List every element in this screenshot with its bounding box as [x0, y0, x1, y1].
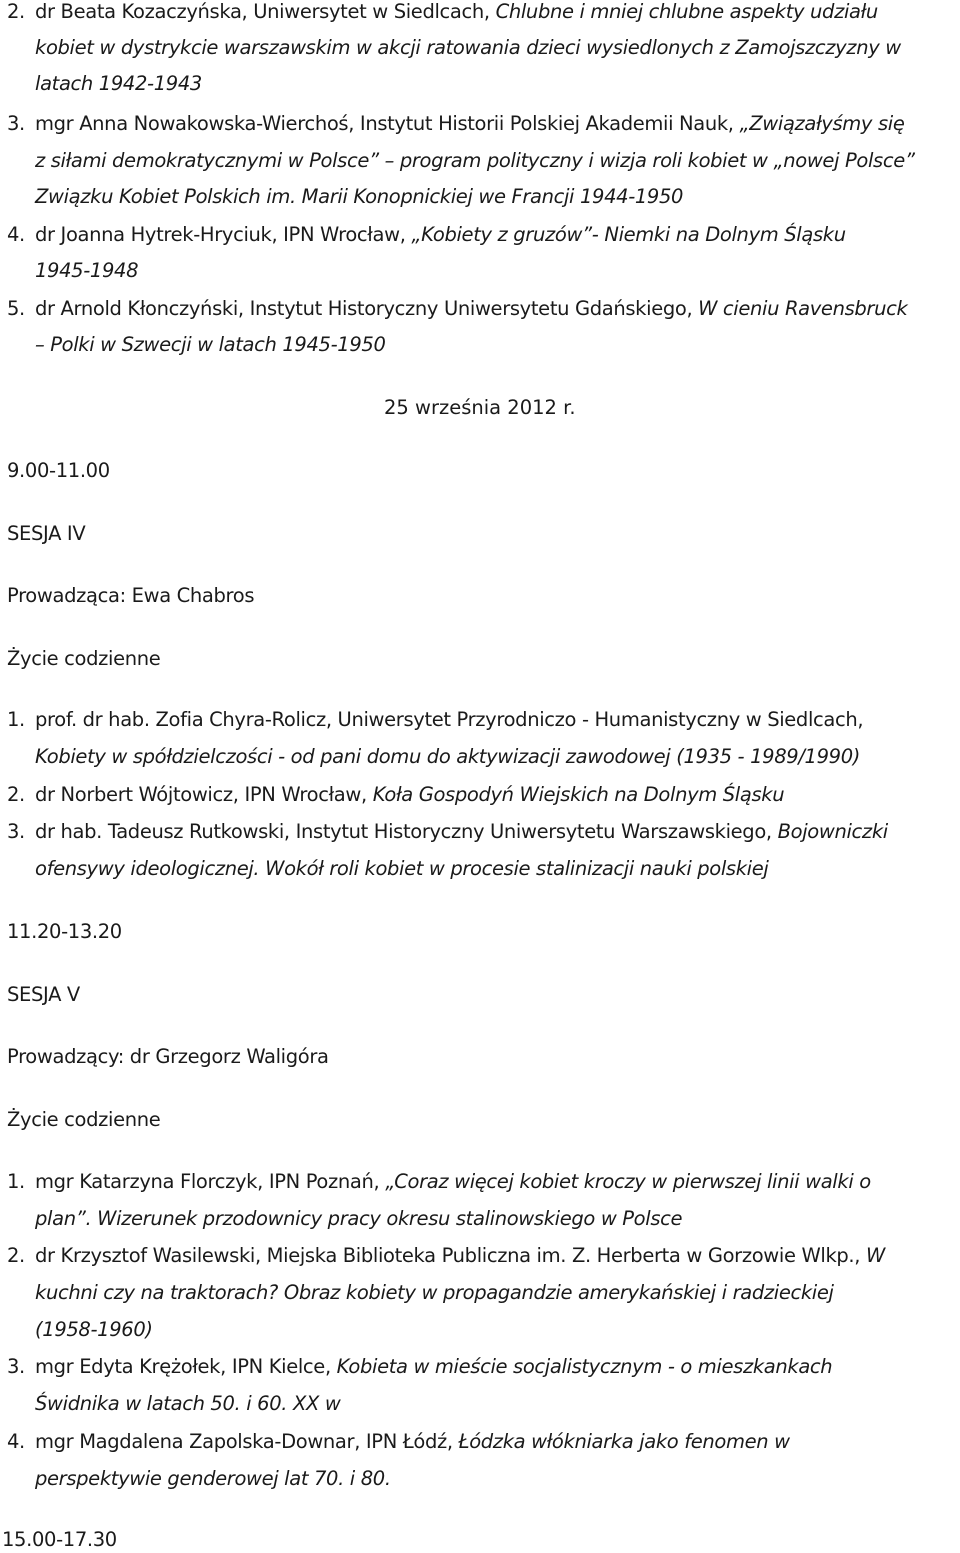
- session-topic: Życie codzienne: [7, 647, 161, 670]
- session-time: 9.00-11.00: [7, 459, 110, 482]
- paper-title: W: [865, 1244, 885, 1267]
- author-affiliation: dr Beata Kozaczyńska, Uniwersytet w Siedlcach,: [35, 0, 496, 23]
- paper-title: „Kobiety z gruzów”- Niemki na Dolnym Śląsku: [411, 223, 846, 246]
- day-date: 25 września 2012 r.: [384, 396, 576, 419]
- author-affiliation: mgr Katarzyna Florczyk, IPN Poznań,: [35, 1170, 386, 1193]
- document-page: 2. dr Beata Kozaczyńska, Uniwersytet w Siedlcach, Chlubne i mniej chlubne aspekty udziału kobiet w dystrykcie warszawskim w akcji ratowania dzieci wysiedlonych z Zamojszczyzny w latach 1942-1943 3. mgr Anna Nowakowska-Wierchoś, Instytut Historii Polskiej Akademii Nauk, „Związałyśmy się z siłami demokratycznymi w Polsce” – program polityczny i wizja roli kobiet w „nowej Polsce” Związku Kobiet Polskich im. Marii Konopnickiej we Francji 1944-1950 4. dr Joanna Hytrek-Hryciuk, IPN Wrocław, „Kobiety z gruzów”- Niemki na Dolnym Śląsku 1945-1948 5. dr Arnold Kłonczyński, Instytut Historyczny Uniwersytetu Gdańskiego, W cieniu Ravensbruck – Polki w Szwecji w latach 1945-1950 25 września 2012 r. 9.00-11.00 SESJA IV Prowadząca: Ewa Chabros Życie codzienne 1. prof. dr hab. Zofia Chyra-Rolicz, Uniwersytet Przyrodniczo - Humanistyczny w Siedlcach, Kobiety w spółdzielczości - od pani domu do aktywizacji zawodowej (1935 - 1989/1990) 2. dr Norbert Wójtowicz, IPN Wrocław, Koła Gospodyń Wiejskich na Dolnym Śląsku 3. dr hab. Tadeusz Rutkowski, Instytut Historyczny Uniwersytetu Warszawskiego, Bojowniczki ofensywy ideologicznej. Wokół roli kobiet w procesie stalinizacji nauki polskiej 11.20-13.20 SESJA V Prowadzący: dr Grzegorz Waligóra Życie codzienne 1. mgr Katarzyna Florczyk, IPN Poznań, „Coraz więcej kobiet kroczy w pierwszej linii walki o plan”. Wizerunek przodownicy pracy okresu stalinowskiego w Polsce 2. dr Krzysztof Wasilewski, Miejska Biblioteka Publiczna im. Z. Herberta w Gorzowie Wlkp., W kuchni czy na traktorach? Obraz kobiety w propagandzie amerykańskiej i radzieckiej (1958-1960) 3. mgr Edyta Krężołek, IPN Kielce, Kobieta w mieście socjalistycznym - o mieszkankach Świdnika w latach 50. i 60. XX w 4. mgr Magdalena Zapolska-Downar, IPN Łódź, Łódzka włókniarka jako fenomen w perspektywie genderowej lat 70. i 80. 15.00-17.30: [2, 0, 915, 1551]
- paper-title: Łódzka włókniarka jako fenomen w: [458, 1430, 790, 1453]
- paper-title: „Związałyśmy się: [739, 112, 905, 135]
- session-name: SESJA V: [7, 983, 80, 1006]
- session-topic: Życie codzienne: [7, 1108, 161, 1131]
- author-affiliation: mgr Edyta Krężołek, IPN Kielce,: [35, 1355, 337, 1378]
- author-affiliation: dr Norbert Wójtowicz, IPN Wrocław,: [35, 783, 373, 806]
- author-affiliation: dr Krzysztof Wasilewski, Miejska Biblioteka Publiczna im. Z. Herberta w Gorzowie Wlkp.,: [35, 1244, 866, 1267]
- author-affiliation: dr Joanna Hytrek-Hryciuk, IPN Wrocław,: [35, 223, 412, 246]
- paper-title: Koła Gospodyń Wiejskich na Dolnym Śląsku: [372, 783, 785, 806]
- paper-title: „Coraz więcej kobiet kroczy w pierwszej linii walki o: [385, 1170, 871, 1193]
- author-affiliation: mgr Magdalena Zapolska-Downar, IPN Łódź,: [35, 1430, 459, 1453]
- session-time: 15.00-17.30: [2, 1528, 117, 1551]
- session-chair: Prowadząca: Ewa Chabros: [7, 584, 255, 607]
- author-affiliation: dr Arnold Kłonczyński, Instytut Historyczny Uniwersytetu Gdańskiego,: [35, 297, 699, 320]
- author-affiliation: mgr Anna Nowakowska-Wierchoś, Instytut Historii Polskiej Akademii Nauk,: [35, 112, 740, 135]
- paper-title: W cieniu Ravensbruck: [698, 297, 908, 320]
- session-name: SESJA IV: [7, 522, 86, 545]
- paper-title: Kobieta w mieście socjalistycznym - o mieszkankach: [336, 1355, 833, 1378]
- author-affiliation: dr hab. Tadeusz Rutkowski, Instytut Historyczny Uniwersytetu Warszawskiego,: [35, 820, 778, 843]
- session-time: 11.20-13.20: [7, 920, 122, 943]
- author-affiliation: prof. dr hab. Zofia Chyra-Rolicz, Uniwersytet Przyrodniczo - Humanistyczny w Siedlcach,: [35, 708, 864, 731]
- paper-title: Bojowniczki: [777, 820, 888, 843]
- paper-title: Chlubne i mniej chlubne aspekty udziału: [495, 0, 878, 23]
- session-chair: Prowadzący: dr Grzegorz Waligóra: [7, 1045, 329, 1068]
